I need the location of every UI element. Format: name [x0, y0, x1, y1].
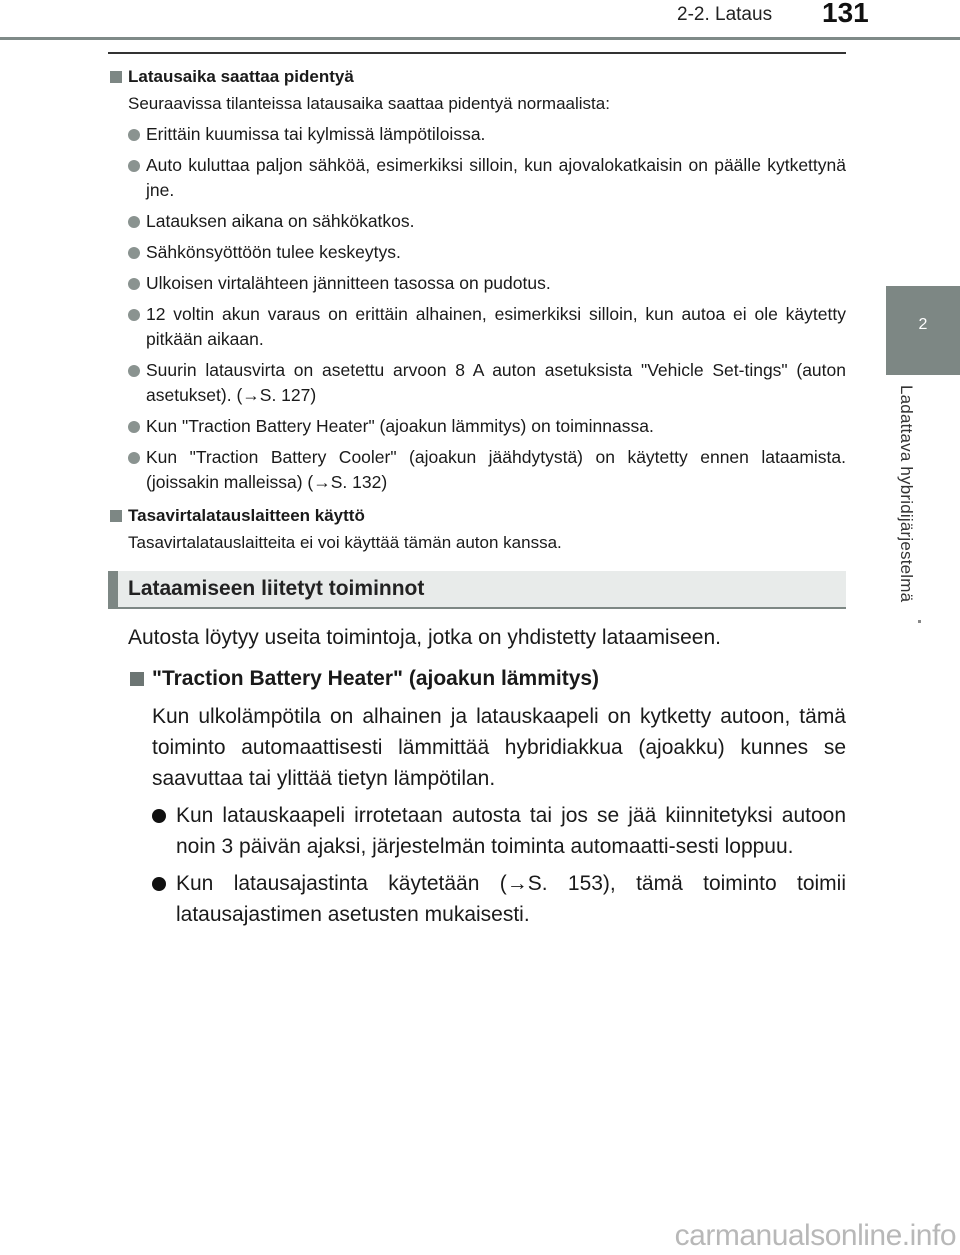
list-item: Kun latauskaapeli irrotetaan autosta tai jos se jää kiinnitetyksi autoon noin 3 päivän ajaksi, järjestelmän toiminta automaatti-sesti loppuu.: [108, 800, 846, 862]
section-title: 2-2. Lataus: [677, 4, 773, 25]
bullet-icon: [128, 452, 140, 464]
square-bullet-icon: [130, 672, 144, 686]
list-item: Kun latausajastinta käytetään (→S. 153), tämä toiminto toimii latausajastimen asetusten mukaisesti.: [108, 868, 846, 930]
header-rule: [0, 37, 960, 40]
bullet-icon: [128, 309, 140, 321]
list-item: Erittäin kuumissa tai kylmissä lämpötiloissa.: [108, 122, 846, 147]
heading-text: Tasavirtalatauslaitteen käyttö: [128, 506, 365, 525]
bullet-icon: [128, 129, 140, 141]
heading-text: Latausaika saattaa pidentyä: [128, 67, 354, 86]
list-item: Latauksen aikana on sähkökatkos.: [108, 209, 846, 234]
chapter-title: Ladattava hybridijärjestelmä: [897, 385, 916, 603]
page-number: 131: [822, 0, 869, 28]
main-paragraph: Kun ulkolämpötila on alhainen ja latauskaapeli on kytketty autoon, tämä toiminto automaattisesti lämmittää hybridiakkua (ajoakku) kunnes se saavuttaa tai ylittää tietyn lämpötilan.: [152, 705, 846, 790]
bullet-icon: [128, 421, 140, 433]
list-item: Kun "Traction Battery Heater" (ajoakun lämmitys) on toiminnassa.: [108, 414, 846, 439]
bullet-icon: [128, 365, 140, 377]
sidebar-mark: [918, 620, 921, 623]
bullet-icon: [128, 247, 140, 259]
list-item: Kun "Traction Battery Cooler" (ajoakun jäähdytystä) on käytetty ennen lataamista. (joissakin malleissa) (→S. 132): [108, 445, 846, 495]
main-heading: [108, 663, 846, 695]
bullet-icon: [128, 216, 140, 228]
page-header: [0, 0, 960, 42]
chapter-tab: [886, 286, 960, 375]
list-item: Ulkoisen virtalähteen jännitteen tasossa on pudotus.: [108, 271, 846, 296]
square-bullet-icon: [110, 510, 122, 522]
square-bullet-icon: [110, 71, 122, 83]
section-banner: [108, 571, 846, 609]
condition-list: [108, 122, 846, 495]
top-divider: [108, 52, 846, 54]
list-item: 12 voltin akun varaus on erittäin alhainen, esimerkiksi silloin, kun autoa ei ole käytetty pitkään aikaan.: [108, 302, 846, 352]
bullet-icon: [128, 160, 140, 172]
section-text: Tasavirtalatauslaitteita ei voi käyttää tämän auton kanssa.: [128, 533, 562, 552]
main-intro: Autosta löytyy useita toimintoja, jotka on yhdistetty lataamiseen.: [128, 626, 721, 649]
bullet-icon: [152, 809, 166, 823]
section-intro: Seuraavissa tilanteissa latausaika saattaa pidentyä normaalista:: [128, 94, 610, 113]
section-heading-charging-time: [108, 66, 846, 88]
bullet-icon: [128, 278, 140, 290]
bullet-icon: [152, 877, 166, 891]
heading-text: "Traction Battery Heater" (ajoakun lämmitys): [152, 667, 600, 690]
section-heading-dc-charger: [108, 505, 846, 527]
main-list: [108, 800, 846, 930]
list-item: Suurin latausvirta on asetettu arvoon 8 A auton asetuksista "Vehicle Set-tings" (auton asetukset). (→S. 127): [108, 358, 846, 408]
watermark: carmanualsonline.info: [674, 1219, 956, 1252]
banner-accent: [108, 571, 118, 607]
banner-title: Lataamiseen liitetyt toiminnot: [128, 577, 425, 600]
chapter-number: 2: [918, 316, 928, 333]
page-content: [108, 58, 846, 930]
list-item: Auto kuluttaa paljon sähköä, esimerkiksi silloin, kun ajovalokatkaisin on päälle kytkettynä jne.: [108, 153, 846, 203]
list-item: Sähkönsyöttöön tulee keskeytys.: [108, 240, 846, 265]
